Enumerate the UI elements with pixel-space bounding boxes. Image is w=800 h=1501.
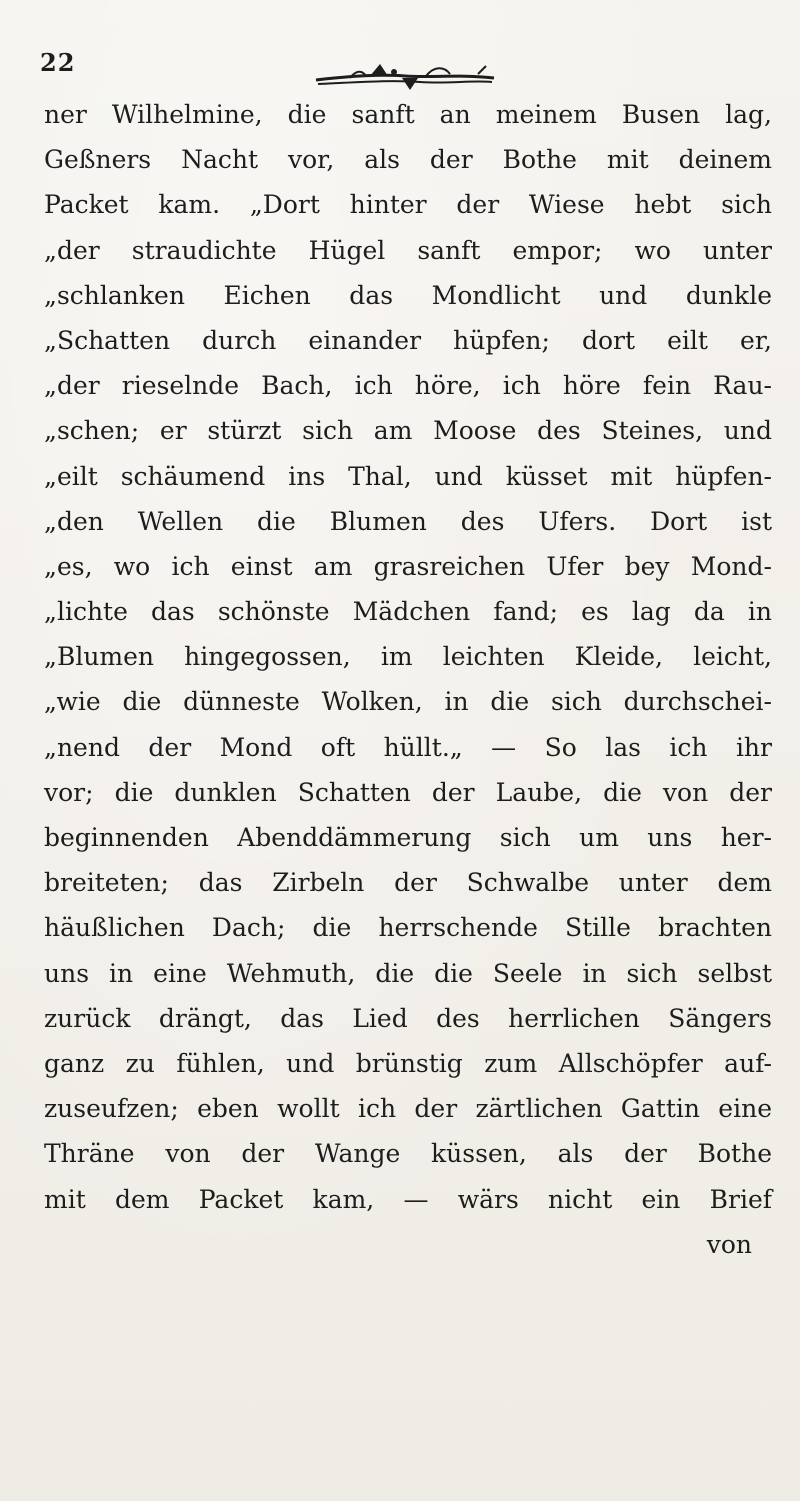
text-line: zurück drängt, das Lied des herrlichen Sängers [44, 1003, 772, 1033]
printers-ornament-icon [310, 60, 500, 96]
text-line: häußlichen Dach; die herrschende Stille brachten [44, 913, 772, 943]
text-line: ganz zu fühlen, und brünstig zum Allschöpfer auf- [44, 1048, 772, 1078]
page-number: 22 [40, 48, 76, 77]
text-line: „Schatten durch einander hüpfen; dort eilt er, [44, 325, 772, 355]
text-line: „eilt schäumend ins Thal, und küsset mit hüpfen- [44, 461, 772, 491]
text-line: mit dem Packet kam, — wärs nicht ein Brief [44, 1184, 772, 1214]
text-line: „Blumen hingegossen, im leichten Kleide, leicht, [44, 642, 772, 672]
text-line: beginnenden Abenddämmerung sich um uns her- [44, 823, 772, 852]
text-line: Geßners Nacht vor, als der Bothe mit deinem [44, 145, 772, 175]
text-line: „nend der Mond oft hüllt.„ — So las ich ihr [44, 732, 772, 762]
text-line: „den Wellen die Blumen des Ufers. Dort ist [44, 506, 772, 536]
text-line: „wie die dünneste Wolken, in die sich durchschei- [44, 687, 772, 717]
text-line: Thräne von der Wange küssen, als der Bothe [44, 1139, 772, 1169]
text-line: „schen; er stürzt sich am Moose des Steines, und [44, 416, 772, 446]
text-line: „der straudichte Hügel sanft empor; wo unter [44, 235, 772, 265]
text-line: ner Wilhelmine, die sanft an meinem Busen lag, [44, 100, 772, 129]
text-line: „der rieselnde Bach, ich höre, ich höre fein Rau- [44, 371, 772, 401]
text-line: zuseufzen; eben wollt ich der zärtlichen Gattin eine [44, 1094, 772, 1124]
catchword: von [706, 1229, 752, 1259]
text-line: vor; die dunklen Schatten der Laube, die von der [44, 777, 772, 807]
text-line: Packet kam. „Dort hinter der Wiese hebt sich [44, 190, 772, 220]
text-line: breiteten; das Zirbeln der Schwalbe unter dem [44, 868, 772, 898]
text-line: „lichte das schönste Mädchen fand; es lag da in [44, 597, 772, 627]
text-line: uns in eine Wehmuth, die die Seele in sich selbst [44, 958, 772, 988]
text-line: „schlanken Eichen das Mondlicht und dunkle [44, 280, 772, 310]
text-line: „es, wo ich einst am grasreichen Ufer bey Mond- [44, 551, 772, 581]
body-text [44, 92, 772, 1267]
